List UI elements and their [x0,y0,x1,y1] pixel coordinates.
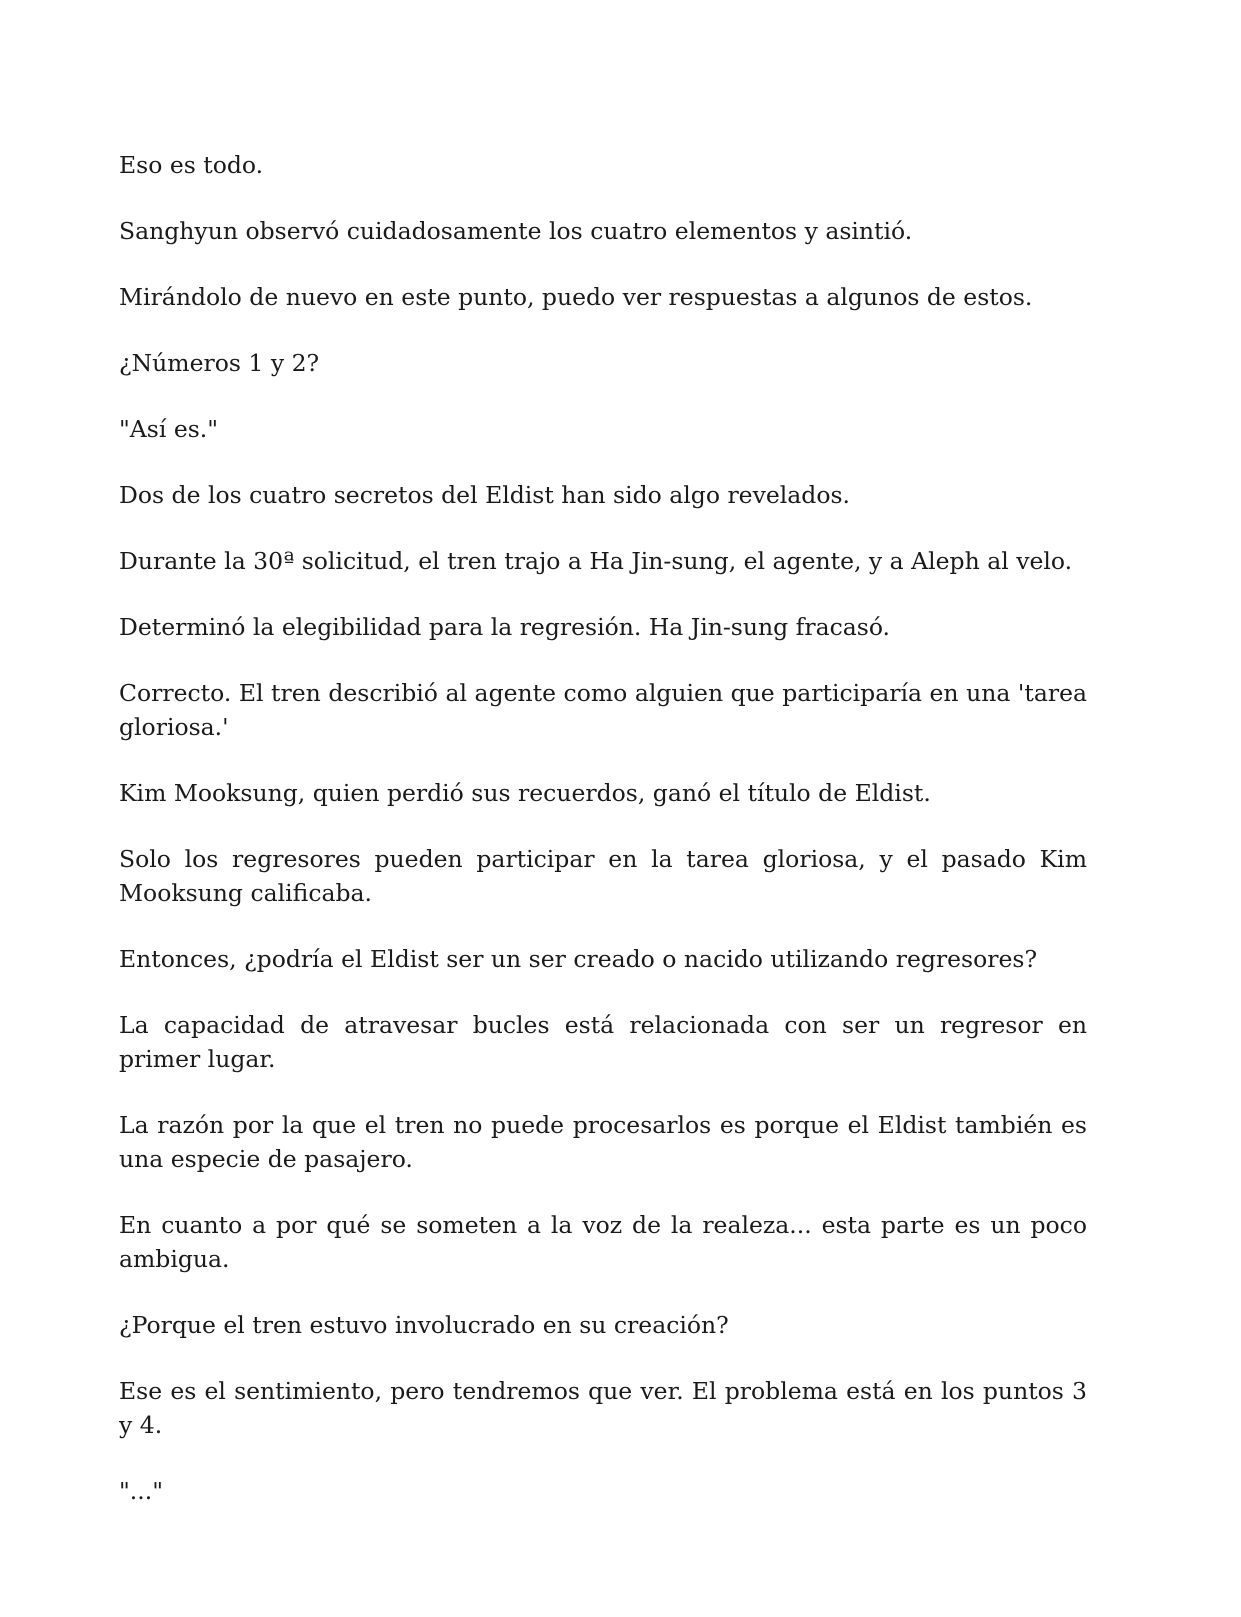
paragraph: Solo los regresores pueden participar en la tarea gloriosa, y el pasado Kim Mooksung calificaba. [119,845,1087,907]
paragraph: En cuanto a por qué se someten a la voz de la realeza... esta parte es un poco ambigua. [119,1211,1087,1273]
paragraph: Entonces, ¿podría el Eldist ser un ser creado o nacido utilizando regresores? [119,945,1038,973]
paragraph: Ese es el sentimiento, pero tendremos que ver. El problema está en los puntos 3 y 4. [119,1377,1087,1439]
paragraph: Correcto. El tren describió al agente como alguien que participaría en una 'tarea gloriosa.' [119,679,1087,741]
paragraph: Dos de los cuatro secretos del Eldist han sido algo revelados. [119,481,851,509]
paragraph: ¿Porque el tren estuvo involucrado en su creación? [119,1311,729,1339]
paragraph: ¿Números 1 y 2? [119,349,320,377]
paragraph: Durante la 30ª solicitud, el tren trajo a Ha Jin-sung, el agente, y a Aleph al velo. [119,547,1073,575]
paragraph: Sanghyun observó cuidadosamente los cuatro elementos y asintió. [119,217,913,245]
paragraph: "..." [119,1477,164,1505]
paragraph: Mirándolo de nuevo en este punto, puedo ver respuestas a algunos de estos. [119,283,1033,311]
paragraph: La razón por la que el tren no puede procesarlos es porque el Eldist también es una especie de pasajero. [119,1111,1087,1173]
paragraph: Determinó la elegibilidad para la regresión. Ha Jin-sung fracasó. [119,613,891,641]
paragraph: "Así es." [119,415,219,443]
document-body [119,148,1087,1540]
paragraph: La capacidad de atravesar bucles está relacionada con ser un regresor en primer lugar. [119,1011,1087,1073]
paragraph: Kim Mooksung, quien perdió sus recuerdos, ganó el título de Eldist. [119,779,931,807]
paragraph: Eso es todo. [119,151,264,179]
